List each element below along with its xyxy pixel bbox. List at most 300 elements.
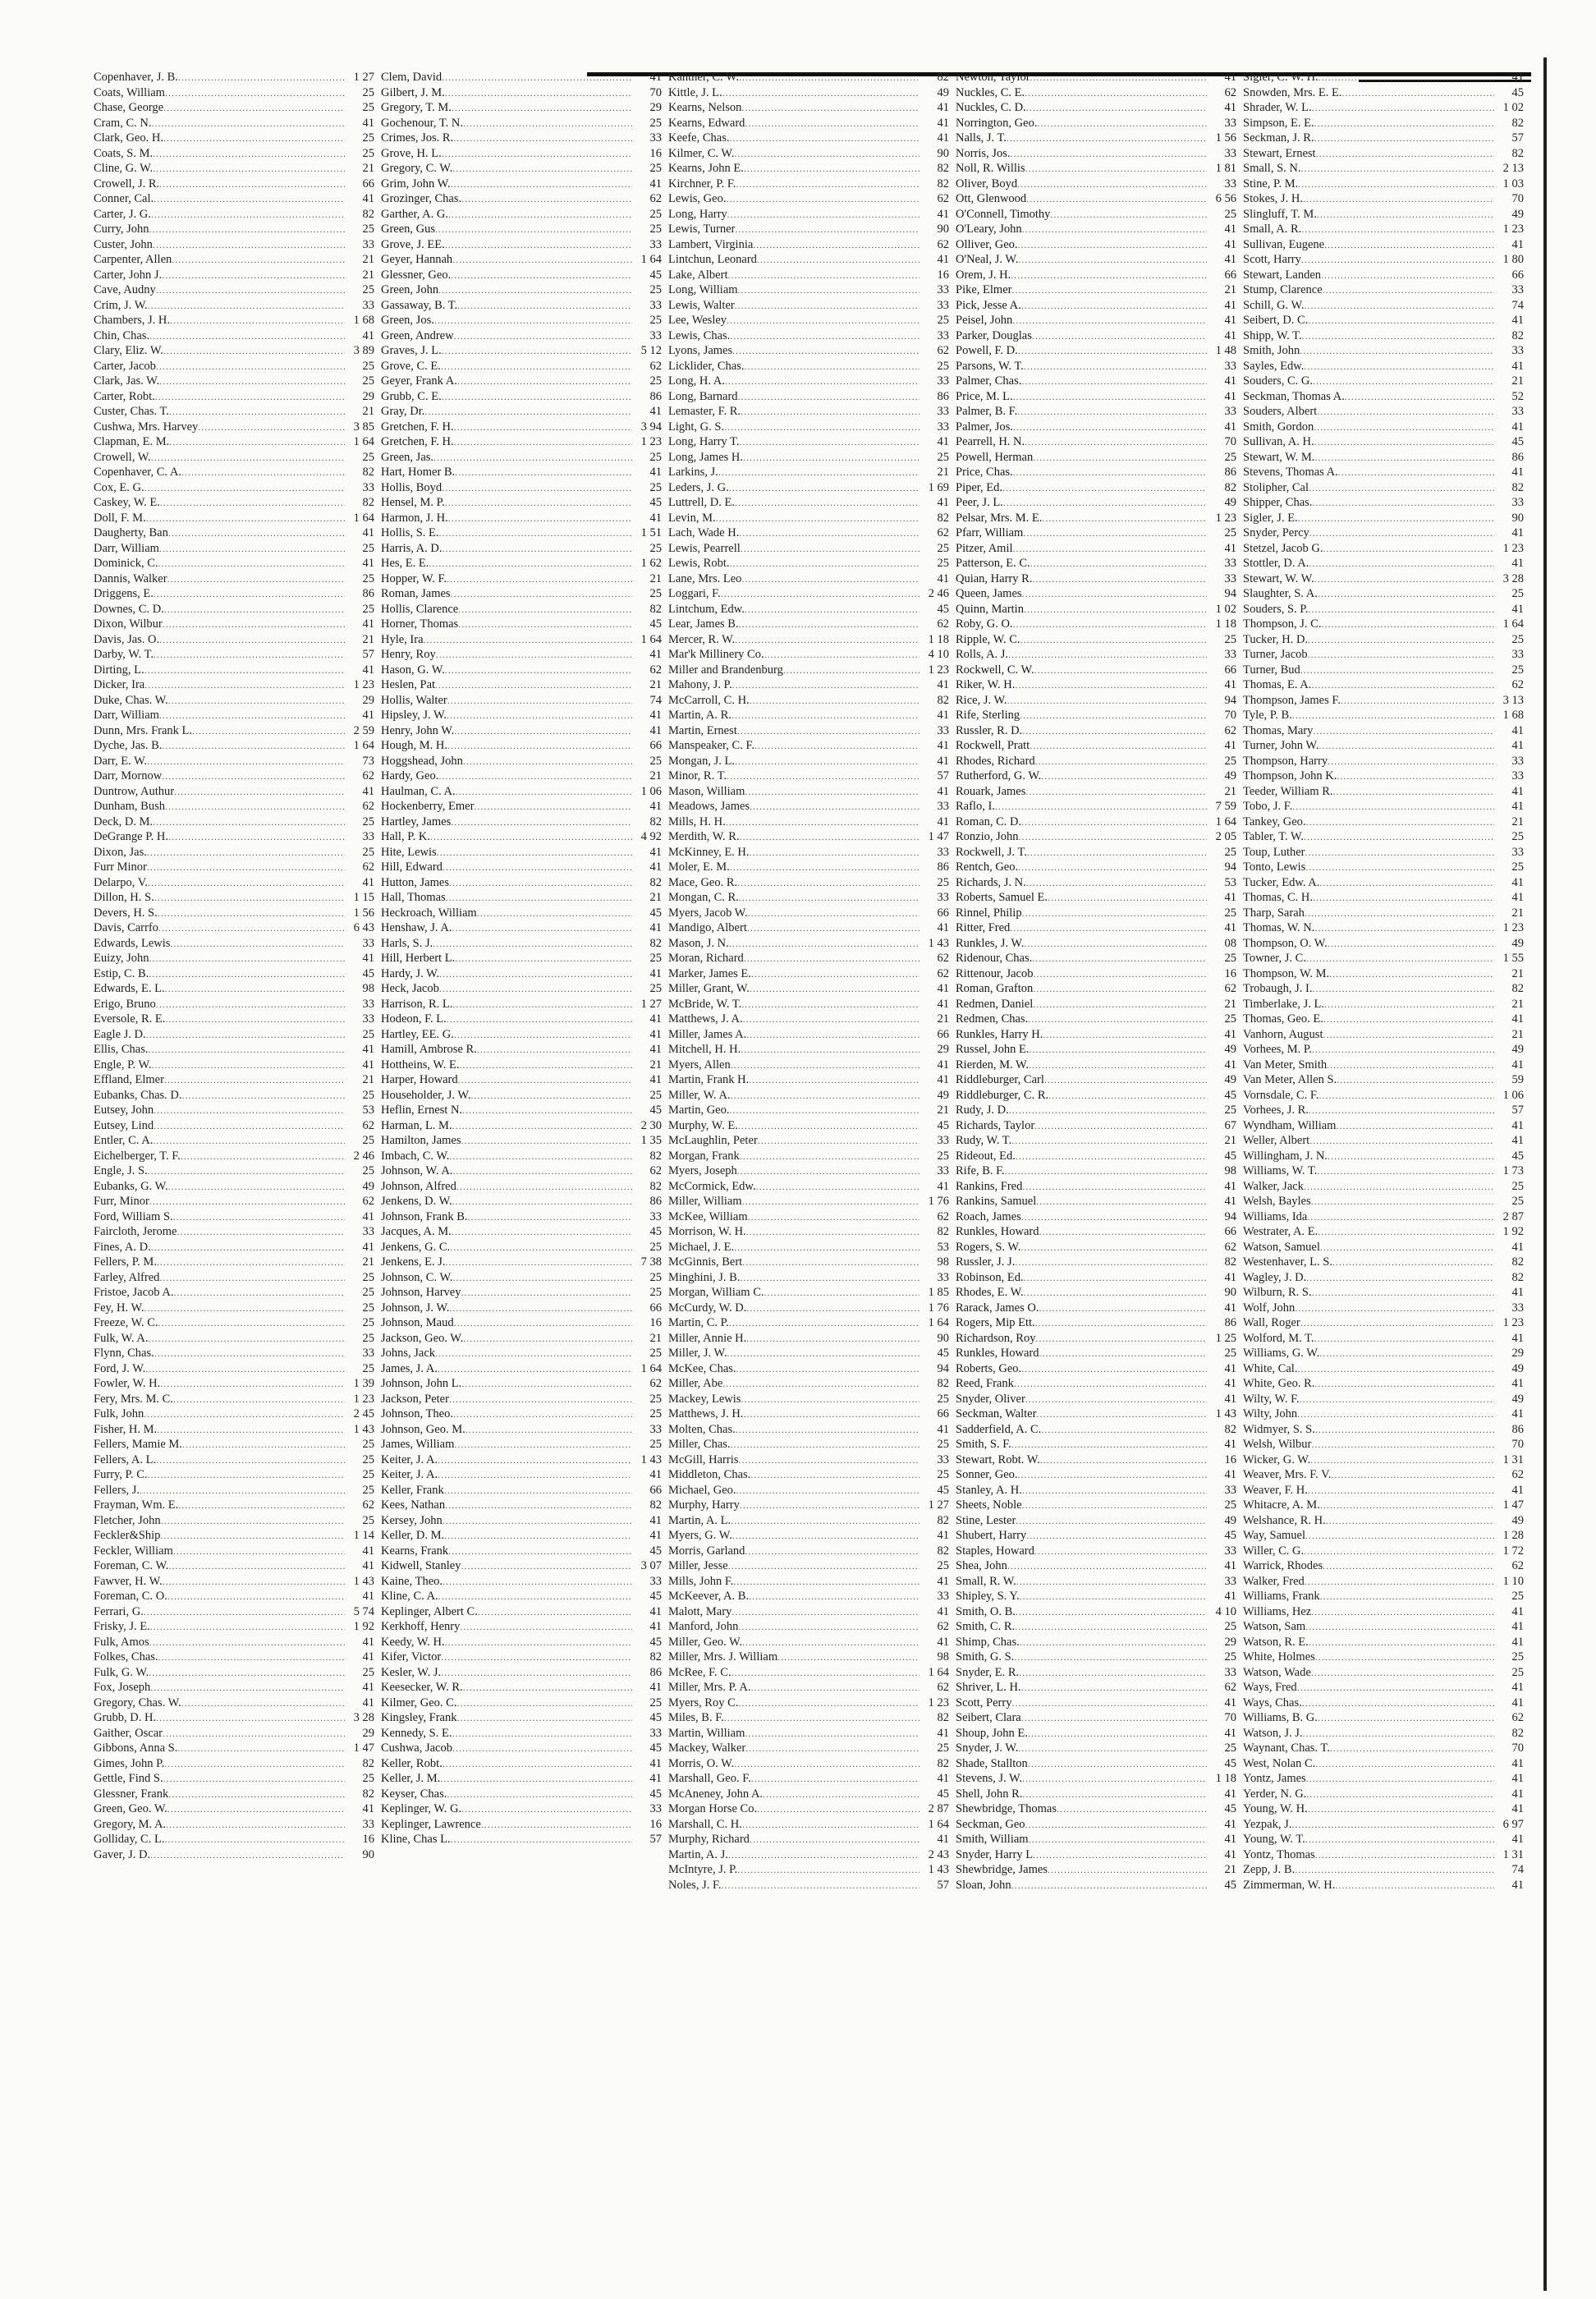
leader-dots xyxy=(461,1558,632,1574)
entry-amount: 1 23 xyxy=(1502,921,1524,934)
list-item xyxy=(956,1710,1236,1726)
entry-name: Folkes, Chas. xyxy=(94,1650,158,1663)
entry-name: Darr, Mornow xyxy=(94,769,163,782)
entry-name: Hall, Thomas xyxy=(381,891,446,904)
leader-dots xyxy=(750,799,920,815)
entry-amount: 41 xyxy=(937,997,949,1011)
list-item xyxy=(94,1315,374,1331)
entry-name: Eutsey, Lind xyxy=(94,1118,154,1132)
list-item xyxy=(956,906,1236,921)
leader-dots xyxy=(1019,1665,1207,1681)
entry-amount: 45 xyxy=(649,1635,662,1649)
entry-name: Shrader, W. L. xyxy=(1243,101,1312,114)
entry-amount: 1 14 xyxy=(353,1529,374,1542)
list-item xyxy=(956,1817,1236,1833)
list-item xyxy=(668,829,949,845)
leader-dots xyxy=(1022,1179,1207,1195)
list-item xyxy=(381,85,662,101)
leader-dots xyxy=(1305,860,1494,875)
list-item xyxy=(956,769,1236,784)
entry-amount: 98 xyxy=(1224,1164,1236,1177)
entry-amount: 2 43 xyxy=(928,1847,949,1861)
leader-dots xyxy=(1306,1771,1494,1787)
entry-amount: 21 xyxy=(362,253,374,266)
entry-amount: 49 xyxy=(362,1179,374,1193)
list-item xyxy=(668,1361,949,1377)
entry-amount: 25 xyxy=(937,1438,949,1451)
entry-amount: 33 xyxy=(937,405,949,418)
entry-amount: 25 xyxy=(1224,754,1236,768)
list-item xyxy=(94,860,374,875)
list-item xyxy=(1243,298,1524,314)
entry-name: Dannis, Walker xyxy=(94,571,167,585)
entry-name: Zepp, J. B. xyxy=(1243,1863,1296,1876)
list-item xyxy=(94,677,374,693)
entry-amount: 41 xyxy=(649,648,662,661)
leader-dots xyxy=(1336,1118,1494,1134)
leader-dots xyxy=(433,936,632,952)
leader-dots xyxy=(1021,374,1207,389)
entry-amount: 33 xyxy=(1224,1483,1236,1497)
leader-dots xyxy=(731,1437,920,1452)
entry-name: Runkles, J. W. xyxy=(956,936,1025,950)
leader-dots xyxy=(463,1331,632,1347)
entry-amount: 41 xyxy=(1511,1331,1524,1345)
leader-dots xyxy=(1327,1058,1494,1073)
leader-dots xyxy=(741,100,920,116)
leader-dots xyxy=(1308,313,1494,328)
list-item xyxy=(1243,1392,1524,1407)
entry-name: Keplinger, Lawrence xyxy=(381,1817,481,1831)
leader-dots xyxy=(1025,161,1207,177)
entry-name: Murphy, W. E. xyxy=(668,1118,738,1132)
list-item xyxy=(1243,723,1524,739)
entry-name: Souders, S. P. xyxy=(1243,602,1309,616)
list-item xyxy=(381,511,662,526)
list-item xyxy=(381,1680,662,1696)
entry-amount: 90 xyxy=(937,223,949,236)
list-item xyxy=(381,525,662,541)
entry-name: Miller, Mrs. P. A. xyxy=(668,1681,751,1694)
entry-amount: 21 xyxy=(362,632,374,646)
entry-amount: 1 56 xyxy=(1215,131,1236,145)
entry-name: Harman, L. M. xyxy=(381,1118,452,1132)
entry-amount: 41 xyxy=(649,845,662,859)
leader-dots xyxy=(446,890,632,906)
entry-amount: 41 xyxy=(362,875,374,889)
list-item xyxy=(381,268,662,283)
leader-dots xyxy=(737,1163,920,1179)
list-item xyxy=(668,252,949,268)
list-item xyxy=(381,1756,662,1772)
entry-amount: 41 xyxy=(649,1073,662,1086)
leader-dots xyxy=(1298,177,1494,192)
entry-amount: 45 xyxy=(1224,1878,1236,1892)
leader-dots xyxy=(1341,693,1494,709)
entry-amount: 25 xyxy=(362,1483,374,1497)
list-item xyxy=(668,359,949,374)
list-item xyxy=(94,1726,374,1741)
list-item xyxy=(1243,161,1524,177)
entry-name: Long, James H. xyxy=(668,450,744,464)
entry-name: Shea, John xyxy=(956,1559,1007,1572)
list-item xyxy=(381,1301,662,1316)
entry-amount: 41 xyxy=(1224,389,1236,403)
leader-dots xyxy=(149,951,345,966)
entry-name: Hamilton, James xyxy=(381,1134,461,1147)
list-item xyxy=(381,1513,662,1529)
leader-dots xyxy=(1013,617,1207,632)
list-item xyxy=(94,1467,374,1483)
entry-amount: 41 xyxy=(1511,1756,1524,1770)
entry-amount: 25 xyxy=(362,1027,374,1041)
entry-name: Gregory, M. A. xyxy=(94,1817,167,1831)
leader-dots xyxy=(1328,754,1494,769)
entry-name: Sullivan, Eugene xyxy=(1243,237,1325,251)
list-item xyxy=(668,723,949,739)
entry-amount: 1 43 xyxy=(928,1863,949,1876)
entry-amount: 52 xyxy=(1511,389,1524,403)
leader-dots xyxy=(148,1042,345,1058)
leader-dots xyxy=(1034,1118,1207,1134)
entry-name: Henshaw, J. A. xyxy=(381,921,452,934)
leader-dots xyxy=(1036,1406,1207,1422)
leader-dots xyxy=(1017,177,1207,192)
leader-dots xyxy=(435,677,632,693)
entry-amount: 25 xyxy=(1511,830,1524,843)
entry-amount: 21 xyxy=(1511,997,1524,1011)
entry-name: Norris, Jos. xyxy=(956,146,1011,160)
entry-name: Stine, Lester xyxy=(956,1513,1016,1527)
entry-amount: 3 13 xyxy=(1502,693,1524,707)
entry-name: Levin, M. xyxy=(668,511,716,525)
list-item xyxy=(381,632,662,648)
entry-name: James, William xyxy=(381,1438,455,1451)
entry-amount: 45 xyxy=(1224,1802,1236,1815)
entry-amount: 2 46 xyxy=(928,587,949,600)
leader-dots xyxy=(452,1741,632,1756)
list-item xyxy=(956,1696,1236,1711)
entry-amount: 21 xyxy=(937,1012,949,1026)
leader-dots xyxy=(456,1179,632,1195)
list-item xyxy=(956,525,1236,541)
entry-name: Foreman, C. O. xyxy=(94,1590,167,1603)
leader-dots xyxy=(163,617,345,632)
entry-amount: 33 xyxy=(937,845,949,859)
entry-amount: 82 xyxy=(1224,480,1236,494)
entry-amount: 33 xyxy=(1224,177,1236,190)
entry-name: Keiter, J. A. xyxy=(381,1452,438,1466)
entry-name: Wicker, G. W. xyxy=(1243,1452,1311,1466)
entry-amount: 82 xyxy=(937,177,949,190)
entry-name: Lewis, Robt. xyxy=(668,557,730,570)
entry-amount: 49 xyxy=(1511,936,1524,950)
column-5 xyxy=(1240,70,1527,2291)
entry-name: Fulk, W. A. xyxy=(94,1331,149,1345)
leader-dots xyxy=(454,1437,632,1452)
entry-amount: 29 xyxy=(362,389,374,403)
entry-name: Lane, Mrs. Leo xyxy=(668,571,742,585)
list-item xyxy=(94,1392,374,1407)
leader-dots xyxy=(461,191,632,207)
list-item xyxy=(956,420,1236,435)
entry-amount: 82 xyxy=(649,602,662,616)
leader-dots xyxy=(1025,1817,1207,1833)
entry-name: Mills, John F. xyxy=(668,1574,734,1588)
list-item xyxy=(956,1756,1236,1772)
list-item xyxy=(381,1194,662,1209)
entry-name: Schill, G. W. xyxy=(1243,298,1305,312)
list-item xyxy=(956,1619,1236,1635)
list-item xyxy=(956,450,1236,466)
entry-name: Tobo, J. F. xyxy=(1243,800,1293,813)
entry-amount: 1 64 xyxy=(928,1316,949,1329)
entry-name: Turner, John W. xyxy=(1243,739,1319,752)
entry-name: Johnson, Harvey xyxy=(381,1286,461,1299)
list-item xyxy=(94,1406,374,1422)
list-item xyxy=(94,404,374,420)
list-item xyxy=(956,1604,1236,1620)
entry-amount: 82 xyxy=(362,207,374,221)
entry-name: Slingluff, T. M. xyxy=(1243,207,1317,221)
entry-name: Williams, W. T. xyxy=(1243,1164,1318,1177)
list-item xyxy=(668,1710,949,1726)
leader-dots xyxy=(1314,450,1494,466)
leader-dots xyxy=(1040,1452,1207,1468)
list-item xyxy=(1243,1270,1524,1286)
leader-dots xyxy=(157,1255,345,1270)
list-item xyxy=(94,1027,374,1043)
entry-amount: 33 xyxy=(1224,116,1236,130)
entry-amount: 33 xyxy=(1224,1544,1236,1558)
entry-name: Green, Andrew xyxy=(381,328,454,342)
entry-name: Malott, Mary xyxy=(668,1604,732,1618)
entry-name: Martin, Frank H. xyxy=(668,1073,750,1086)
leader-dots xyxy=(1312,495,1494,511)
list-item xyxy=(668,693,949,709)
list-item xyxy=(956,693,1236,709)
entry-name: Roach, James xyxy=(956,1209,1021,1223)
list-item xyxy=(956,343,1236,359)
entry-name: Graves, J. L. xyxy=(381,344,442,357)
entry-name: Martin, A. J. xyxy=(668,1847,728,1861)
leader-dots xyxy=(144,1604,345,1620)
entry-amount: 21 xyxy=(1224,283,1236,296)
entry-amount: 82 xyxy=(649,1498,662,1512)
list-item xyxy=(1243,1756,1524,1772)
list-item xyxy=(94,525,374,541)
entry-name: Turner, Jacob xyxy=(1243,648,1308,661)
entry-amount: 25 xyxy=(362,1361,374,1375)
list-item xyxy=(1243,1847,1524,1863)
list-item xyxy=(381,1224,662,1240)
leader-dots xyxy=(1029,1832,1207,1847)
list-item xyxy=(956,936,1236,952)
entry-name: Scott, Harry xyxy=(1243,253,1301,266)
entry-name: Cline, G. W. xyxy=(94,162,154,175)
list-item xyxy=(381,1650,662,1665)
entry-name: Foreman, C. W. xyxy=(94,1559,169,1572)
entry-name: Pick, Jesse A. xyxy=(956,298,1021,312)
entry-amount: 25 xyxy=(1511,587,1524,600)
list-item xyxy=(668,920,949,936)
entry-name: Parsons, W. T. xyxy=(956,359,1024,373)
list-item xyxy=(668,1635,949,1650)
leader-dots xyxy=(1018,1741,1207,1756)
entry-name: Imbach, C. W. xyxy=(381,1149,450,1163)
entry-amount: 25 xyxy=(362,541,374,555)
list-item xyxy=(94,1589,374,1604)
list-item xyxy=(956,1680,1236,1696)
leader-dots xyxy=(732,1528,920,1544)
column-4 xyxy=(952,70,1240,2291)
list-item xyxy=(381,374,662,389)
leader-dots xyxy=(751,1771,920,1787)
entry-amount: 25 xyxy=(1511,1195,1524,1208)
list-item xyxy=(94,1376,374,1392)
entry-amount: 66 xyxy=(1224,268,1236,282)
leader-dots xyxy=(1035,1331,1207,1347)
list-item xyxy=(381,799,662,815)
entry-name: Long, H. A. xyxy=(668,374,725,388)
entry-amount: 82 xyxy=(1511,1255,1524,1269)
entry-name: Souders, C. G. xyxy=(1243,374,1313,388)
entry-amount: 82 xyxy=(649,936,662,950)
list-item xyxy=(1243,1331,1524,1347)
entry-amount: 82 xyxy=(1511,480,1524,494)
leader-dots xyxy=(1018,343,1207,359)
entry-name: Fery, Mrs. M. C. xyxy=(94,1392,173,1406)
entry-name: Minor, R. T. xyxy=(668,769,727,782)
list-item xyxy=(94,1012,374,1027)
entry-amount: 70 xyxy=(1224,1711,1236,1724)
entry-name: Rierden, M. W. xyxy=(956,1058,1030,1071)
entry-name: Manspeaker, C. F. xyxy=(668,739,754,752)
entry-amount: 29 xyxy=(362,1726,374,1740)
leader-dots xyxy=(157,1422,345,1438)
leader-dots xyxy=(454,1027,632,1043)
entry-amount: 41 xyxy=(937,1574,949,1588)
entry-amount: 7 59 xyxy=(1215,800,1236,813)
entry-name: Gregory, T. M. xyxy=(381,101,452,114)
list-item xyxy=(94,920,374,936)
entry-name: Green, Gus xyxy=(381,223,436,236)
entry-amount: 33 xyxy=(1224,359,1236,373)
entry-name: Euizy, John xyxy=(94,952,149,965)
leader-dots xyxy=(735,298,920,314)
list-item xyxy=(1243,1498,1524,1513)
entry-amount: 49 xyxy=(1511,1043,1524,1056)
entry-name: Rouark, James xyxy=(956,784,1026,798)
entry-amount: 66 xyxy=(937,1027,949,1041)
list-item xyxy=(1243,981,1524,997)
entry-amount: 41 xyxy=(649,1043,662,1056)
entry-amount: 41 xyxy=(1224,101,1236,114)
list-item xyxy=(94,146,374,162)
list-item xyxy=(1243,1346,1524,1361)
list-item xyxy=(956,70,1236,85)
leader-dots xyxy=(151,1240,345,1255)
entry-amount: 45 xyxy=(1224,1149,1236,1163)
leader-dots xyxy=(1021,1680,1207,1696)
list-item xyxy=(668,906,949,921)
entry-amount: 41 xyxy=(1511,1240,1524,1254)
list-item xyxy=(956,389,1236,405)
entry-amount: 70 xyxy=(1511,1438,1524,1451)
entry-amount: 45 xyxy=(649,268,662,282)
list-item xyxy=(94,1133,374,1149)
leader-dots xyxy=(722,1878,920,1893)
leader-dots xyxy=(1313,890,1494,906)
leader-dots xyxy=(729,131,920,146)
entry-name: Sullivan, A. H. xyxy=(1243,435,1314,448)
entry-amount: 33 xyxy=(937,420,949,434)
list-item xyxy=(94,434,374,450)
list-item xyxy=(94,1832,374,1847)
leader-dots xyxy=(741,1392,920,1407)
entry-name: Gaver, J. D. xyxy=(94,1847,151,1861)
entry-name: Watson, Sam xyxy=(1243,1620,1306,1633)
list-item xyxy=(381,434,662,450)
entry-name: Hoggshead, John xyxy=(381,754,463,768)
leader-dots xyxy=(1312,981,1494,997)
entry-amount: 62 xyxy=(937,344,949,357)
entry-amount: 33 xyxy=(937,374,949,388)
list-item xyxy=(381,1133,662,1149)
entry-amount: 33 xyxy=(1224,1574,1236,1588)
entry-name: Miller, W. A. xyxy=(668,1088,731,1102)
list-item xyxy=(1243,829,1524,845)
leader-dots xyxy=(1306,815,1494,830)
entry-amount: 33 xyxy=(937,1452,949,1466)
list-item xyxy=(94,1544,374,1559)
entry-amount: 45 xyxy=(1224,1088,1236,1102)
leader-dots xyxy=(744,161,920,177)
list-item xyxy=(668,374,949,389)
list-item xyxy=(668,1163,949,1179)
entry-name: Hardy, J. W. xyxy=(381,966,440,980)
list-item xyxy=(94,693,374,709)
list-item xyxy=(381,1467,662,1483)
list-item xyxy=(668,1012,949,1027)
entry-amount: 82 xyxy=(937,1225,949,1238)
list-item xyxy=(381,1012,662,1027)
list-item xyxy=(1243,465,1524,480)
leader-dots xyxy=(1032,328,1207,344)
leader-dots xyxy=(1039,1224,1208,1240)
entry-name: Redmen, Chas. xyxy=(956,1012,1029,1026)
list-item xyxy=(381,708,662,723)
list-item xyxy=(381,1118,662,1134)
leader-dots xyxy=(763,1787,920,1802)
list-item xyxy=(381,1498,662,1513)
entry-amount: 25 xyxy=(649,1088,662,1102)
entry-amount: 33 xyxy=(937,328,949,342)
entry-amount: 90 xyxy=(937,1331,949,1345)
entry-amount: 21 xyxy=(1224,997,1236,1011)
list-item xyxy=(956,617,1236,632)
list-item xyxy=(94,754,374,769)
list-item xyxy=(94,313,374,328)
entry-name: Long, William xyxy=(668,283,738,296)
entry-name: Young, W. H. xyxy=(1243,1802,1308,1815)
entry-amount: 16 xyxy=(649,1817,662,1831)
leader-dots xyxy=(1323,541,1494,557)
list-item xyxy=(956,511,1236,526)
entry-amount: 41 xyxy=(1224,1392,1236,1406)
entry-name: Hough, M. H. xyxy=(381,739,447,752)
column-1 xyxy=(90,70,378,2291)
